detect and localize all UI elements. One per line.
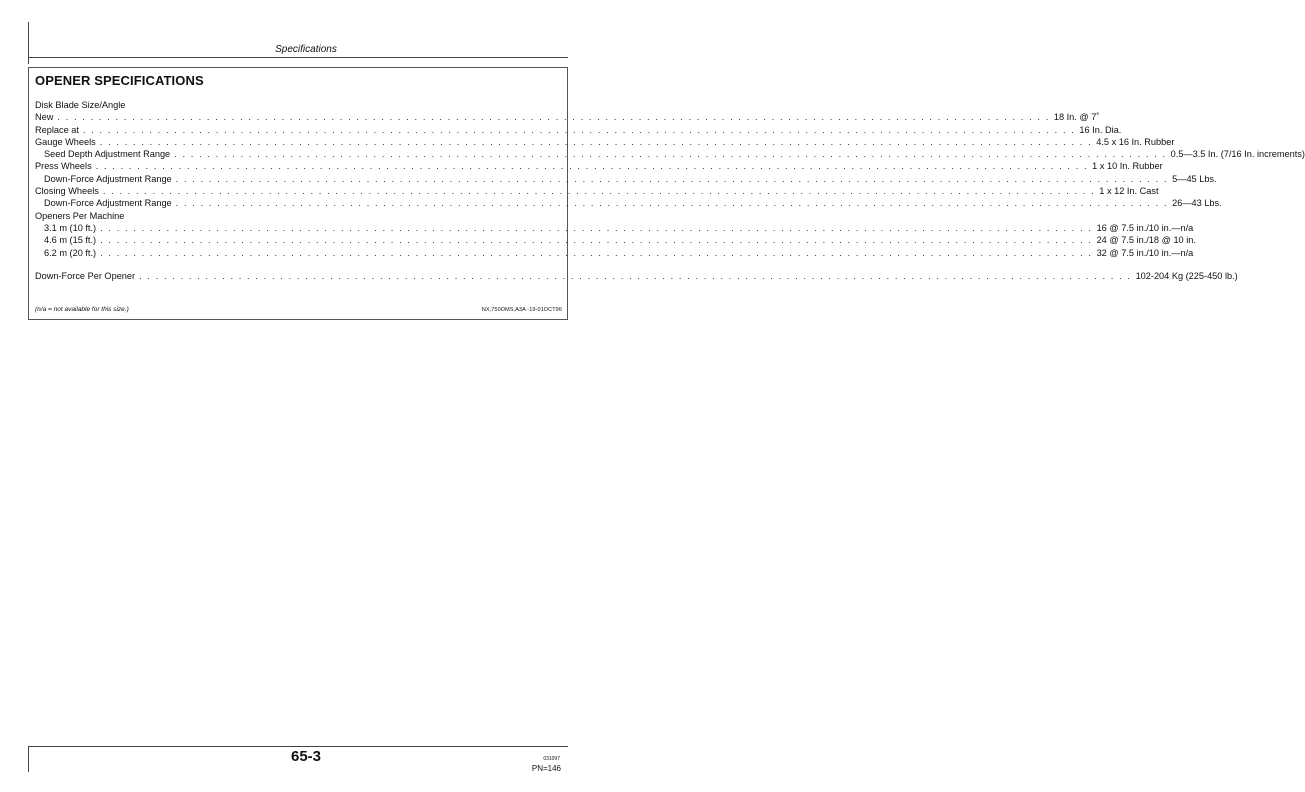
spec-label: Down-Force Per Opener — [35, 270, 136, 281]
spec-value: 1 x 12 In. Cast — [1099, 186, 1159, 197]
running-header: Specifications — [275, 44, 337, 55]
spec-value: 24 @ 7.5 in./18 @ 10 in. — [1096, 235, 1196, 246]
dot-leader: . . . . . . . . . . . . . . . . . . . . . . . . . . . . . . . . . . . . . . . . . . . . . . . . . . . . . . . . . . . . . . . . . . . . . . . . . . . . . . . . . . . . . . . . . . . . . . . . . . . . . . . . . . . . . . . . . . . . . . . . — [99, 136, 1093, 147]
dot-leader: . . . . . . . . . . . . . . . . . . . . . . . . . . . . . . . . . . . . . . . . . . . . . . . . . . . . . . . . . . . . . . . . . . . . . . . . . . . . . . . . . . . . . . . . . . . . . . . . . . . . . . . . . . . . . . . . . . . . . . . . — [102, 186, 1096, 197]
spec-label: New — [35, 112, 54, 123]
spec-label: Replace at — [35, 124, 79, 135]
spec-label: Disk Blade Size/Angle — [35, 100, 126, 110]
spec-row — [35, 124, 1122, 136]
spec-row — [35, 136, 1175, 148]
dot-leader: . . . . . . . . . . . . . . . . . . . . . . . . . . . . . . . . . . . . . . . . . . . . . . . . . . . . . . . . . . . . . . . . . . . . . . . . . . . . . . . . . . . . . . . . . . . . . . . . . . . . . . . . . . . . . . . . . . . . . . . . — [82, 124, 1076, 135]
spec-label: Gauge Wheels — [35, 136, 96, 147]
spec-value: 0.5—3.5 In. (7/16 In. increments) — [1170, 149, 1305, 160]
spec-row — [35, 173, 1217, 185]
dot-leader: . . . . . . . . . . . . . . . . . . . . . . . . . . . . . . . . . . . . . . . . . . . . . . . . . . . . . . . . . . . . . . . . . . . . . . . . . . . . . . . . . . . . . . . . . . . . . . . . . . . . . . . . . . . . . . . . . . . . . . . . — [95, 161, 1089, 172]
spec-label: Closing Wheels — [35, 186, 99, 197]
spec-value: 4.5 x 16 In. Rubber — [1096, 136, 1175, 147]
dot-leader: . . . . . . . . . . . . . . . . . . . . . . . . . . . . . . . . . . . . . . . . . . . . . . . . . . . . . . . . . . . . . . . . . . . . . . . . . . . . . . . . . . . . . . . . . . . . . . . . . . . . . . . . . . . . . . . . . . . . . . . . — [100, 247, 1093, 258]
spec-row — [35, 197, 1222, 209]
bottom-horizontal-rule — [28, 746, 568, 747]
specifications-table — [35, 99, 1305, 282]
spec-row — [35, 210, 556, 222]
spec-label: Down-Force Adjustment Range — [44, 173, 172, 184]
spec-label: Seed Depth Adjustment Range — [44, 149, 171, 160]
spec-label: Press Wheels — [35, 161, 92, 172]
spec-row — [35, 99, 556, 111]
spec-value: 16 In. Dia. — [1079, 124, 1122, 135]
spec-row — [35, 185, 1159, 197]
dot-leader: . . . . . . . . . . . . . . . . . . . . . . . . . . . . . . . . . . . . . . . . . . . . . . . . . . . . . . . . . . . . . . . . . . . . . . . . . . . . . . . . . . . . . . . . . . . . . . . . . . . . . . . . . . . . . . . . . . . . . . . . — [175, 198, 1169, 209]
top-horizontal-rule — [28, 57, 568, 58]
spec-row — [35, 111, 1100, 123]
part-number: PN=146 — [531, 764, 561, 773]
spec-value: 5—45 Lbs. — [1172, 173, 1217, 184]
spec-row — [35, 160, 1163, 172]
dot-leader: . . . . . . . . . . . . . . . . . . . . . . . . . . . . . . . . . . . . . . . . . . . . . . . . . . . . . . . . . . . . . . . . . . . . . . . . . . . . . . . . . . . . . . . . . . . . . . . . . . . . . . . . . . . . . . . . . . . . . . . . — [175, 173, 1169, 184]
spec-row — [35, 148, 1305, 160]
spec-label: 4.6 m (15 ft.) — [44, 235, 97, 246]
spec-label: 3.1 m (10 ft.) — [44, 222, 97, 233]
spec-value: 18 In. @ 7˚ — [1053, 112, 1100, 123]
spec-label: Openers Per Machine — [35, 210, 125, 221]
dot-leader: . . . . . . . . . . . . . . . . . . . . . . . . . . . . . . . . . . . . . . . . . . . . . . . . . . . . . . . . . . . . . . . . . . . . . . . . . . . . . . . . . . . . . . . . . . . . . . . . . . . . . . . . . . . . . . . . . . . . . . . . — [139, 270, 1132, 281]
date-code: 031097 — [543, 756, 560, 762]
dot-leader: . . . . . . . . . . . . . . . . . . . . . . . . . . . . . . . . . . . . . . . . . . . . . . . . . . . . . . . . . . . . . . . . . . . . . . . . . . . . . . . . . . . . . . . . . . . . . . . . . . . . . . . . . . . . . . . . . . . . . . . . — [57, 112, 1050, 123]
spec-label: Down-Force Adjustment Range — [44, 198, 172, 209]
section-title: OPENER SPECIFICATIONS — [35, 73, 204, 88]
page-number: 65-3 — [290, 748, 322, 765]
spec-value: 26—43 Lbs. — [1172, 198, 1222, 209]
footnote: (n/a = not available for this size.) — [35, 306, 129, 313]
spec-row — [35, 247, 1194, 259]
document-code: NX,750OMS,A3A -19-01OCT96 — [481, 307, 562, 313]
spec-value: 16 @ 7.5 in./10 in.—n/a — [1096, 222, 1194, 233]
spec-row — [35, 222, 1194, 234]
dot-leader: . . . . . . . . . . . . . . . . . . . . . . . . . . . . . . . . . . . . . . . . . . . . . . . . . . . . . . . . . . . . . . . . . . . . . . . . . . . . . . . . . . . . . . . . . . . . . . . . . . . . . . . . . . . . . . . . . . . . . . . . — [100, 235, 1093, 246]
dot-leader: . . . . . . . . . . . . . . . . . . . . . . . . . . . . . . . . . . . . . . . . . . . . . . . . . . . . . . . . . . . . . . . . . . . . . . . . . . . . . . . . . . . . . . . . . . . . . . . . . . . . . . . . . . . . . . . . . . . . . . . . — [100, 222, 1093, 233]
spec-value: 1 x 10 In. Rubber — [1092, 161, 1163, 172]
spec-row — [35, 270, 1238, 282]
spec-label: 6.2 m (20 ft.) — [44, 247, 97, 258]
spec-row — [35, 234, 1196, 246]
dot-leader: . . . . . . . . . . . . . . . . . . . . . . . . . . . . . . . . . . . . . . . . . . . . . . . . . . . . . . . . . . . . . . . . . . . . . . . . . . . . . . . . . . . . . . . . . . . . . . . . . . . . . . . . . . . . . . . . . . . . . . . . — [174, 149, 1167, 160]
spec-value: 102-204 Kg (225-450 lb.) — [1135, 270, 1238, 281]
spec-value: 32 @ 7.5 in./10 in.—n/a — [1096, 247, 1194, 258]
